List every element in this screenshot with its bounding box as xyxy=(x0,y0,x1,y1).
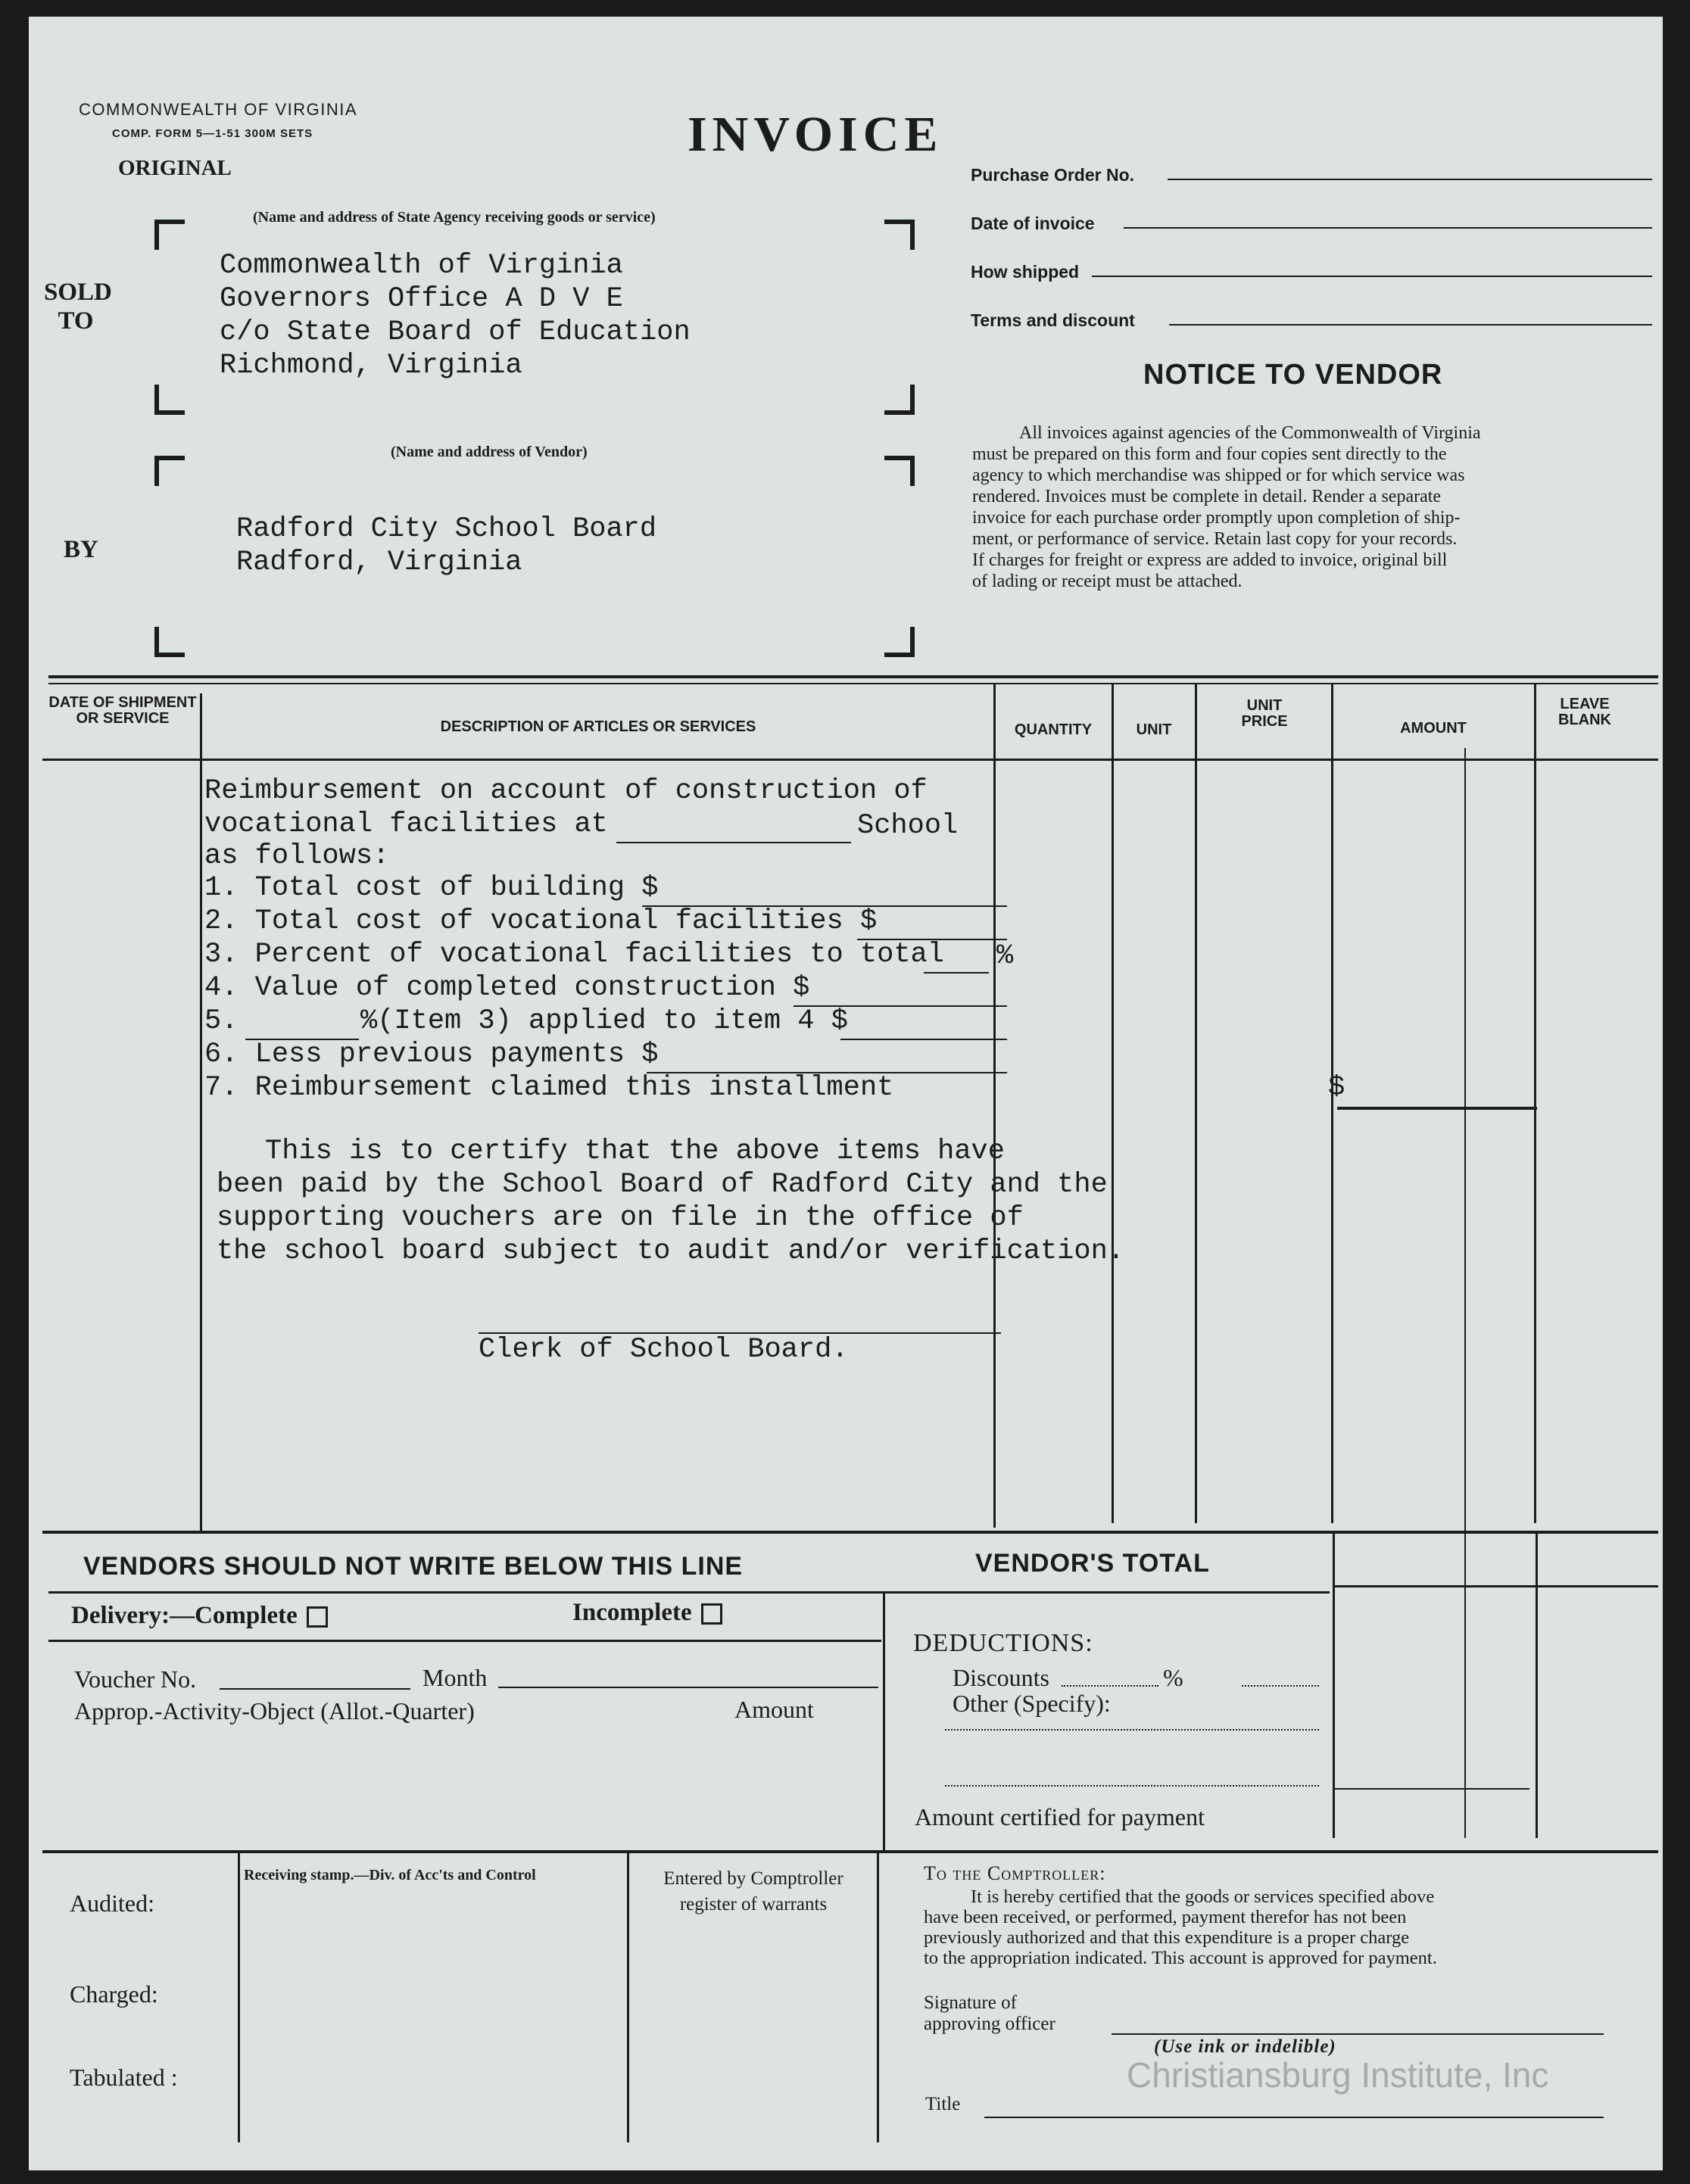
column-divider xyxy=(200,693,202,1531)
sold-to-caption: (Name and address of State Agency receiving goods or service) xyxy=(253,209,656,226)
percent-sign: % xyxy=(1163,1664,1183,1691)
column-divider xyxy=(993,683,996,1528)
table-top-rule xyxy=(48,683,1658,684)
bracket xyxy=(154,220,185,250)
month-field[interactable] xyxy=(498,1687,878,1688)
cert-line: have been received, or performed, payment therefor has not been xyxy=(924,1907,1407,1927)
item-line: 1. Total cost of building $ xyxy=(204,872,659,904)
month-label: Month xyxy=(422,1664,488,1691)
voucher-label: Voucher No. xyxy=(74,1665,197,1693)
bracket xyxy=(154,456,185,486)
notice-title: NOTICE TO VENDOR xyxy=(1143,359,1443,391)
audited-label: Audited: xyxy=(70,1890,154,1917)
bracket xyxy=(154,627,185,657)
column-divider xyxy=(1333,1531,1335,1838)
other-field[interactable] xyxy=(945,1785,1319,1787)
comptroller-certification xyxy=(924,1886,1632,1968)
charged-label: Charged: xyxy=(70,1980,158,2008)
how-shipped-label: How shipped xyxy=(971,262,1080,282)
signature-label: Signature of xyxy=(924,1992,1017,2013)
bracket xyxy=(884,456,915,486)
sold-to-line: Commonwealth of Virginia xyxy=(220,250,623,282)
body-line: Reimbursement on account of construction of xyxy=(204,775,928,807)
delivery-top-rule xyxy=(48,1591,1330,1594)
item-line: 3. Percent of vocational facilities to total xyxy=(204,939,944,970)
approp-label: Approp.-Activity-Object (Allot.-Quarter) xyxy=(74,1697,475,1724)
sold-to-line: Governors Office A D V E xyxy=(220,283,623,315)
ink-note: (Use ink or indelible) xyxy=(1154,2036,1336,2057)
table-top-rule xyxy=(48,675,1658,678)
bracket xyxy=(154,385,185,415)
col-date: DATE OF SHIPMENT OR SERVICE xyxy=(48,694,197,727)
bracket xyxy=(884,385,915,415)
item-line: 6. Less previous payments $ xyxy=(204,1039,659,1070)
voucher-field[interactable] xyxy=(220,1688,410,1690)
sold-to-line: c/o State Board of Education xyxy=(220,316,691,348)
total-rule xyxy=(1333,1585,1658,1587)
bracket xyxy=(884,627,915,657)
item-blank[interactable] xyxy=(840,1039,1007,1040)
bracket xyxy=(884,220,915,250)
footer-divider xyxy=(627,1850,629,2142)
comptroller-heading: To the Comptroller: xyxy=(924,1862,1106,1884)
amount-total-rule xyxy=(1337,1107,1537,1110)
col-unit-price: UNIT PRICE xyxy=(1241,697,1288,730)
delivery-complete-text: Delivery:—Complete xyxy=(71,1602,298,1629)
vendors-total-label: VENDOR'S TOTAL xyxy=(975,1549,1210,1578)
discounts-label: Discounts xyxy=(953,1664,1049,1691)
state-heading: COMMONWEALTH OF VIRGINIA xyxy=(79,100,358,119)
invoice-date-field[interactable] xyxy=(1124,227,1652,229)
discount-percent-field[interactable] xyxy=(1062,1685,1158,1687)
incomplete-label[interactable] xyxy=(572,1599,722,1627)
copy-label: ORIGINAL xyxy=(118,156,232,180)
title-field[interactable] xyxy=(984,2117,1604,2118)
item-line: %(Item 3) applied to item 4 $ xyxy=(360,1005,848,1037)
certify-line: supporting vouchers are on file in the office of xyxy=(217,1202,1024,1234)
to-label: TO xyxy=(58,307,94,335)
column-divider xyxy=(1536,1531,1538,1838)
item-line: 5. xyxy=(204,1005,239,1037)
by-label: BY xyxy=(64,536,98,563)
purchase-order-field[interactable] xyxy=(1168,179,1652,180)
item-line: 4. Value of completed construction $ xyxy=(204,972,810,1004)
footer-divider xyxy=(238,1850,240,2142)
other-label: Other (Specify): xyxy=(953,1690,1111,1717)
incomplete-text: Incomplete xyxy=(572,1599,692,1626)
entered-label: Entered by Comptroller xyxy=(663,1868,843,1889)
tabulated-label: Tabulated : xyxy=(70,2064,178,2091)
discount-amount-field[interactable] xyxy=(1242,1685,1319,1687)
col-quantity: QUANTITY xyxy=(1014,721,1093,738)
incomplete-checkbox[interactable] xyxy=(701,1603,722,1625)
title-label: Title xyxy=(925,2094,961,2114)
entered-label: register of warrants xyxy=(679,1894,828,1915)
certify-line: This is to certify that the above items have xyxy=(265,1136,1005,1167)
certify-line: been paid by the School Board of Radford City and the xyxy=(217,1169,1108,1201)
amount-dollar: $ xyxy=(1328,1072,1345,1104)
signature-label: approving officer xyxy=(924,2014,1055,2034)
other-field[interactable] xyxy=(945,1729,1319,1731)
notice-line: If charges for freight or express are added to invoice, original bill xyxy=(972,550,1448,570)
delivery-bottom-rule xyxy=(48,1640,881,1642)
complete-checkbox[interactable] xyxy=(307,1606,328,1628)
certify-line: the school board subject to audit and/or verification. xyxy=(217,1235,1124,1267)
body-line: as follows: xyxy=(204,840,390,872)
sold-to-line: Richmond, Virginia xyxy=(220,350,522,382)
cert-line: previously authorized and that this expenditure is a proper charge xyxy=(924,1927,1410,1948)
notice-line: All invoices against agencies of the Commonwealth of Virginia xyxy=(1019,423,1481,443)
item-line: 7. Reimbursement claimed this installment xyxy=(204,1072,894,1104)
watermark: Christiansburg Institute, Inc xyxy=(1127,2055,1549,2095)
receiving-stamp-label: Receiving stamp.—Div. of Acc'ts and Control xyxy=(244,1867,536,1883)
vendor-warning: VENDORS SHOULD NOT WRITE BELOW THIS LINE xyxy=(83,1552,744,1581)
column-divider xyxy=(1534,683,1536,1523)
certified-label: Amount certified for payment xyxy=(915,1803,1205,1830)
page-title: INVOICE xyxy=(688,107,943,162)
footer-top-rule xyxy=(42,1850,1658,1853)
sold-label: SOLD xyxy=(44,279,112,306)
school-name-field[interactable] xyxy=(616,842,851,843)
vendor-line-rule xyxy=(42,1531,1658,1534)
item-blank[interactable] xyxy=(924,972,989,974)
body-line: School xyxy=(857,810,959,842)
cert-line: It is hereby certified that the goods or services specified above xyxy=(971,1886,1435,1907)
purchase-order-label: Purchase Order No. xyxy=(971,165,1135,185)
delivery-complete-label[interactable] xyxy=(71,1602,328,1630)
deductions-divider xyxy=(883,1591,885,1852)
vendor-line: Radford, Virginia xyxy=(236,547,522,578)
invoice-date-label: Date of invoice xyxy=(971,213,1095,233)
how-shipped-field[interactable] xyxy=(1092,276,1652,277)
cert-line: to the appropriation indicated. This account is approved for payment. xyxy=(924,1948,1437,1968)
terms-label: Terms and discount xyxy=(971,310,1135,330)
notice-text xyxy=(972,422,1651,592)
vendor-line: Radford City School Board xyxy=(236,513,657,545)
col-leave-blank: LEAVE BLANK xyxy=(1558,696,1611,728)
deductions-label: DEDUCTIONS: xyxy=(913,1629,1093,1657)
notice-line: must be prepared on this form and four copies sent directly to the xyxy=(972,444,1447,464)
footer-divider xyxy=(877,1850,879,2142)
vendor-caption: (Name and address of Vendor) xyxy=(391,444,588,460)
table-header-rule xyxy=(42,759,1658,761)
notice-line: ment, or performance of service. Retain last copy for your records. xyxy=(972,529,1458,549)
item-line: 2. Total cost of vocational facilities $ xyxy=(204,905,878,937)
column-divider xyxy=(1112,683,1114,1523)
column-divider xyxy=(1195,683,1197,1523)
item-suffix: % xyxy=(996,940,1014,972)
column-divider xyxy=(1464,748,1466,1838)
col-unit: UNIT xyxy=(1136,721,1172,738)
col-description: DESCRIPTION OF ARTICLES OR SERVICES xyxy=(440,718,756,735)
signature-field[interactable] xyxy=(1112,2033,1604,2035)
notice-line: agency to which merchandise was shipped or for which service was xyxy=(972,466,1465,485)
notice-line: rendered. Invoices must be complete in detail. Render a separate xyxy=(972,487,1442,506)
clerk-label: Clerk of School Board. xyxy=(479,1334,849,1366)
amount-label: Amount xyxy=(734,1696,814,1723)
form-code: COMP. FORM 5—1-51 300M SETS xyxy=(112,127,313,140)
invoice-form xyxy=(29,17,1663,2170)
notice-line: invoice for each purchase order promptly upon completion of ship- xyxy=(972,508,1461,528)
notice-line: of lading or receipt must be attached. xyxy=(972,572,1243,591)
col-amount: AMOUNT xyxy=(1400,720,1467,737)
terms-field[interactable] xyxy=(1169,324,1652,326)
amount-rule xyxy=(1333,1788,1529,1790)
body-line: vocational facilities at xyxy=(204,808,608,840)
